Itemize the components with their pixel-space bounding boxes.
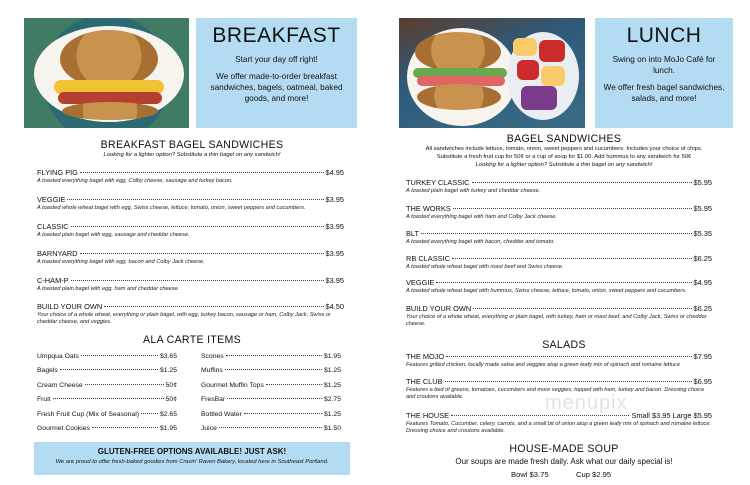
item-price: $4.95: [693, 278, 712, 287]
lunch-title: LUNCH: [626, 24, 702, 47]
item-name: TURKEY CLASSIC: [406, 178, 470, 187]
lunch-section-note-2: Substitute a fresh fruit cup for 50¢ or a cup of soup for $1.00. Add hummus to any sandwich for 50¢: [436, 154, 692, 160]
item-name: THE WORKS: [406, 204, 451, 213]
soup-description: Our soups are made fresh daily. Ask what our daily special is!: [455, 457, 673, 466]
leader-dots: [472, 182, 692, 183]
soup-title: HOUSE-MADE SOUP: [509, 443, 619, 455]
menu-item: [406, 204, 712, 221]
leader-dots: [453, 208, 692, 209]
item-name: BUILD YOUR OWN: [406, 304, 472, 313]
item-description: Your choice of a whole wheat, everything or plain bagel, with egg, turkey bacon, sausage or ham, Colby Jack, Swiss or cheddar cheese, and veggies.: [37, 312, 331, 326]
menu-item: [37, 222, 344, 239]
menu-item: [406, 229, 712, 246]
item-description: A toasted everything bagel with egg, Colby cheese, sausage and turkey bacon.: [37, 178, 233, 184]
lunch-photo: [399, 18, 585, 128]
soup-cup-price: Cup $2.95: [576, 470, 612, 479]
leader-dots: [473, 308, 691, 309]
item-description: A toasted whole wheat bagel with roast beef and Swiss cheese.: [406, 264, 564, 270]
item-name: VEGGIE: [37, 195, 66, 204]
breakfast-title-box: [196, 18, 357, 128]
item-name: BUILD YOUR OWN: [37, 302, 103, 311]
item-price: $3.95: [325, 195, 344, 204]
leader-dots: [60, 369, 158, 370]
salad-item: [406, 352, 712, 369]
leader-dots: [446, 356, 691, 357]
ala-item-name: Umpqua Oats: [37, 353, 79, 360]
gluten-free-heading: GLUTEN-FREE OPTIONS AVAILABLE! JUST ASK!: [97, 447, 287, 456]
ala-item-name: Scones: [201, 353, 224, 360]
leader-dots: [104, 306, 323, 307]
item-name: CLASSIC: [37, 222, 69, 231]
item-name: THE CLUB: [406, 377, 443, 386]
item-name: C-HAM-P: [37, 276, 69, 285]
ala-carte-title: ALA CARTE ITEMS: [143, 334, 241, 346]
ala-item-price: $1.25: [323, 410, 341, 418]
ala-carte-right-list: [201, 353, 341, 439]
list-item: [201, 353, 341, 367]
list-item: [37, 425, 177, 439]
item-description: A toasted plain bagel with egg, ham and cheddar cheese.: [37, 286, 180, 292]
lunch-intro-2: We offer fresh bagel sandwiches, salads, and more!: [603, 83, 725, 103]
leader-dots: [80, 253, 324, 254]
item-price: $5.95: [693, 204, 712, 213]
list-item: [37, 396, 177, 410]
list-item: [201, 411, 341, 425]
gluten-free-banner: [34, 442, 350, 475]
ala-item-name: FresBar: [201, 396, 226, 404]
leader-dots: [227, 398, 322, 399]
item-name: RB CLASSIC: [406, 254, 450, 263]
ala-item-price: $2.65: [159, 410, 177, 418]
item-description: A toasted whole wheat bagel with egg, Swiss cheese, lettuce, tomato, onion, sweet peppers and cucumbers.: [37, 205, 306, 211]
leader-dots: [53, 398, 164, 399]
list-item: [201, 367, 341, 381]
item-name: VEGGIE: [406, 278, 435, 287]
leader-dots: [226, 355, 322, 356]
leader-dots: [421, 233, 691, 234]
menu-item: [37, 195, 344, 212]
item-price: $4.50: [325, 302, 344, 311]
item-price: $6.95: [693, 377, 712, 386]
item-name: THE HOUSE: [406, 411, 450, 420]
item-description: A toasted everything bagel with bacon, cheddar and tomato.: [406, 239, 555, 245]
item-price: $5.95: [693, 178, 712, 187]
list-item: [37, 411, 177, 425]
ala-item-price: $2.75: [323, 396, 341, 404]
leader-dots: [452, 258, 692, 259]
item-name: THE MOJO: [406, 352, 445, 361]
list-item: [201, 382, 341, 396]
list-item: [37, 382, 177, 396]
item-description: Your choice of a whole wheat, everything or plain bagel, with turkey, ham or roast beef, and Colby Jack, Swiss or cheddar cheese.: [406, 314, 707, 328]
item-price: $6.25: [693, 254, 712, 263]
ala-item-name: Muffins: [201, 367, 223, 375]
menu-item: [37, 276, 344, 293]
item-price: $3.95: [325, 276, 344, 285]
leader-dots: [92, 427, 158, 428]
breakfast-section-subtitle: Looking for a lighter option? Substitute a thin bagel on any sandwich!: [103, 152, 281, 158]
breakfast-intro-1: Start your day off right!: [235, 55, 318, 64]
ala-carte-left-list: [37, 353, 177, 439]
salads-title: SALADS: [542, 339, 586, 351]
ala-item-price: $3.65: [159, 353, 177, 360]
leader-dots: [266, 384, 322, 385]
breakfast-photo: [24, 18, 189, 128]
item-name: BLT: [406, 229, 420, 238]
ala-item-price: $1.95: [159, 424, 177, 432]
item-description: A toasted plain bagel with egg, sausage and cheddar cheese.: [37, 232, 190, 238]
ala-item-price: $1.95: [323, 353, 341, 360]
leader-dots: [445, 381, 692, 382]
item-price: $3.95: [325, 222, 344, 231]
ala-item-price: $1.25: [159, 367, 177, 375]
leader-dots: [81, 355, 158, 356]
ala-item-name: Bottled Water: [201, 410, 242, 418]
item-price: $7.95: [693, 352, 712, 361]
watermark: menupix: [545, 392, 628, 414]
item-description: Features a bed of greens, tomatoes, cucumbers and more veggies, topped with ham, turkey and bacon. Dressing choice and croutons available.: [406, 387, 705, 401]
leader-dots: [85, 384, 164, 385]
list-item: [37, 367, 177, 381]
ala-item-name: Bagels: [37, 367, 58, 375]
ala-item-name: Cream Cheese: [37, 381, 83, 389]
breakfast-title: BREAKFAST: [212, 24, 341, 47]
leader-dots: [451, 415, 629, 416]
item-price: $4.95: [325, 168, 344, 177]
lunch-section-note-1: All sandwiches include lettuce, tomato, onion, sweet peppers and cucumbers. Includes your choice of chips.: [425, 146, 703, 152]
gluten-free-text: We are proud to offer fresh-baked goodies from Cravin' Raven Bakery, located here in Southeast Portland.: [55, 459, 329, 465]
list-item: [201, 425, 341, 439]
item-price: $5.35: [693, 229, 712, 238]
leader-dots: [80, 172, 324, 173]
item-name: BARNYARD: [37, 249, 78, 258]
menu-item: [37, 302, 344, 326]
leader-dots: [71, 226, 324, 227]
lunch-title-box: [595, 18, 733, 128]
leader-dots: [244, 413, 322, 414]
leader-dots: [225, 369, 322, 370]
menu-item: [406, 178, 712, 195]
item-name: FLYING PIG: [37, 168, 78, 177]
item-description: A toasted plain bagel with turkey and cheddar cheese.: [406, 188, 541, 194]
menu-item: [406, 304, 712, 328]
breakfast-intro-2: We offer made-to-order breakfast sandwiches, bagels, oatmeal, baked goods, and more!: [210, 72, 343, 103]
list-item: [37, 353, 177, 367]
soup-bowl-price: Bowl $3.75: [511, 470, 549, 479]
item-price: Small $3.95 Large $5.95: [631, 411, 712, 420]
ala-item-name: Gourmet Muffin Tops: [201, 381, 264, 389]
menu-item: [406, 278, 712, 295]
ala-item-name: Juice: [201, 424, 217, 432]
ala-item-name: Fresh Fruit Cup (Mix of Seasonal): [37, 410, 139, 418]
lunch-section-title: BAGEL SANDWICHES: [506, 133, 622, 145]
item-description: A toasted everything bagel with ham and Colby Jack cheese.: [406, 214, 557, 220]
menu-item: [37, 168, 344, 185]
list-item: [201, 396, 341, 410]
item-description: A toasted everything bagel with egg, bacon and Colby Jack cheese.: [37, 259, 205, 265]
item-price: $6.25: [693, 304, 712, 313]
ala-item-price: $1.25: [323, 381, 341, 389]
ala-item-name: Fruit: [37, 396, 51, 404]
item-description: Features Tomato, Cucumber, celery, carrots, and a small bit of onion atop a green leafy mix of spinach and romaine lettuce. Dressing choice and croutons available.: [406, 421, 712, 435]
lunch-section-note-3: Looking for a lighter option? Substitute a thin bagel on any sandwich!: [475, 162, 653, 168]
leader-dots: [67, 199, 323, 200]
leader-dots: [219, 427, 322, 428]
menu-item: [406, 254, 712, 271]
item-description: Features grilled chicken, locally made salsa and veggies atop a green leafy mix of spinach and romaine lettuce: [406, 362, 680, 368]
ala-item-price: 50¢: [165, 396, 177, 404]
ala-item-price: $1.50: [323, 424, 341, 432]
leader-dots: [141, 413, 158, 414]
lunch-intro-1: Swing on into MoJo Café for lunch.: [612, 55, 716, 75]
menu-item: [37, 249, 344, 266]
ala-item-price: 50¢: [165, 381, 177, 389]
item-description: A toasted whole wheat bagel with hummus, Swiss cheese, lettuce, tomato, onion, sweet peppers and cucumbers.: [406, 288, 687, 294]
breakfast-section-title: BREAKFAST BAGEL SANDWICHES: [100, 139, 284, 151]
ala-item-name: Gourmet Cookies: [37, 424, 90, 432]
item-price: $3.95: [325, 249, 344, 258]
ala-item-price: $1.25: [323, 367, 341, 375]
leader-dots: [71, 280, 324, 281]
leader-dots: [436, 282, 691, 283]
